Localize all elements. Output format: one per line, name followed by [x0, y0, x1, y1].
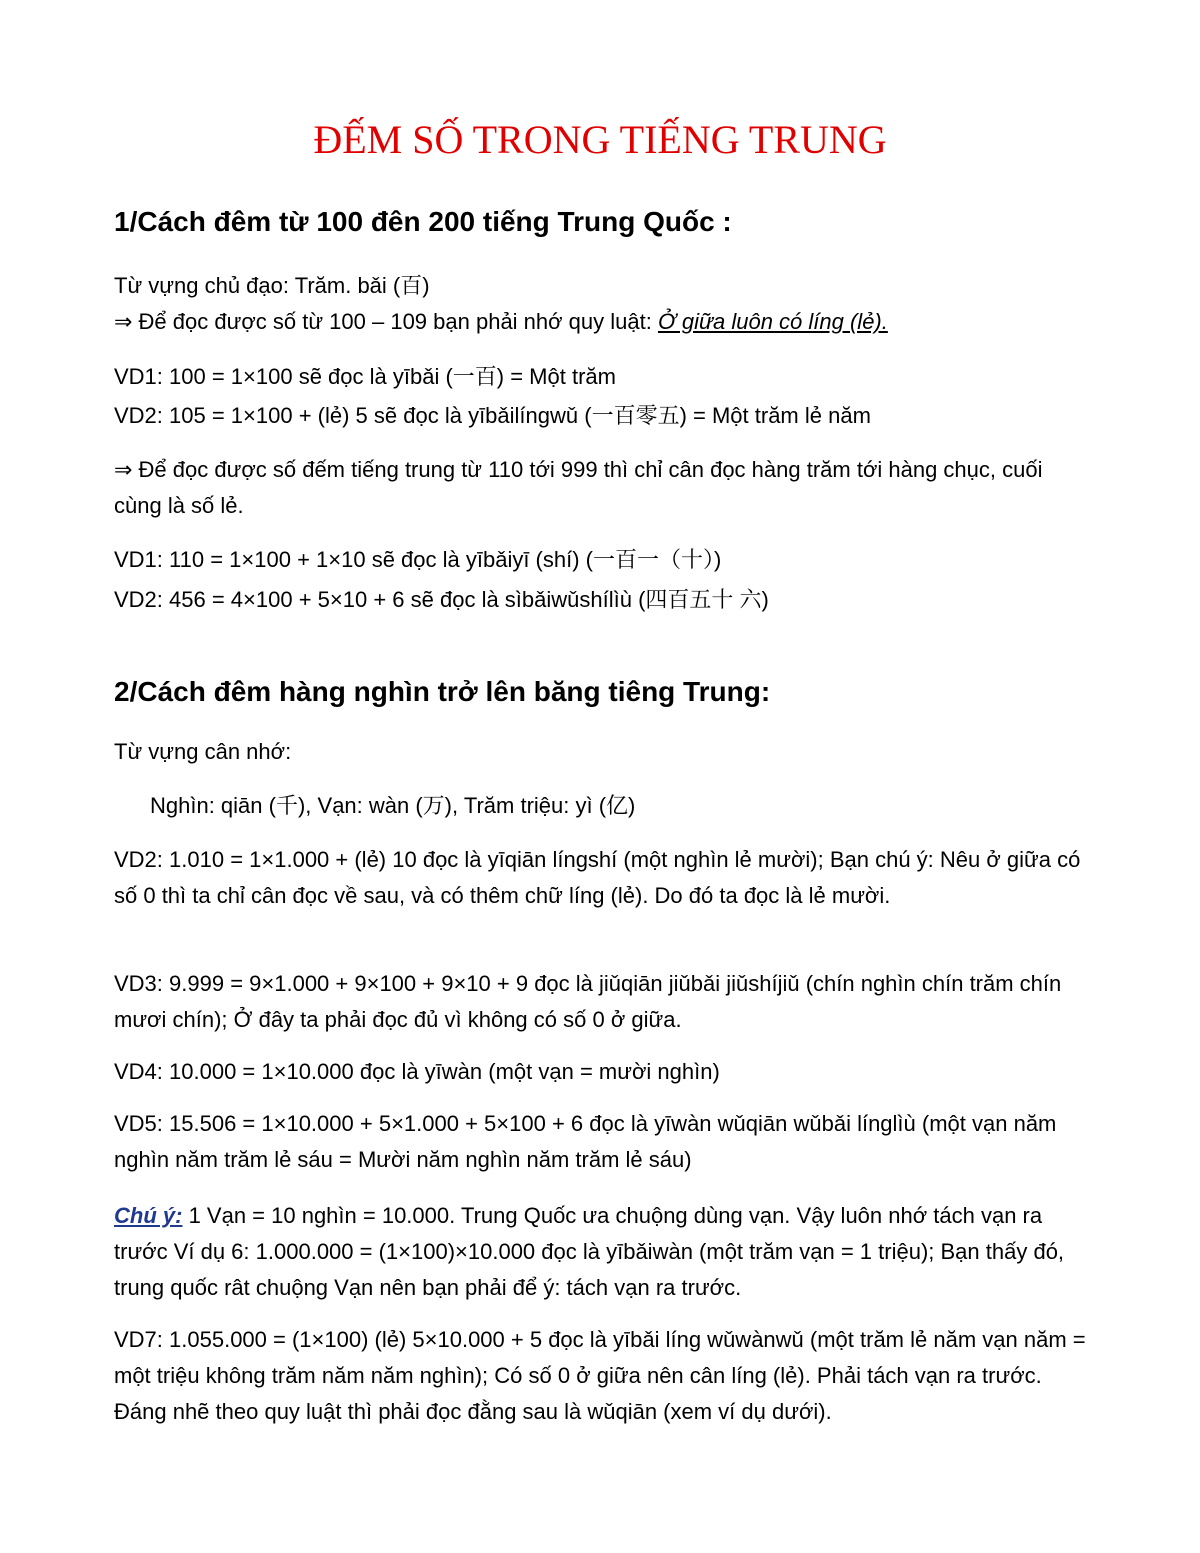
section1-heading: 1/Cách đêm từ 100 đên 200 tiếng Trung Quốc : — [114, 206, 732, 237]
s1-rule-prefix: ⇒ Để đọc được số từ 100 – 109 bạn phải nhớ quy luật: — [114, 309, 658, 334]
page-title: ĐẾM SỐ TRONG TIẾNG TRUNG — [313, 117, 887, 162]
s2-example-vd2: VD2: 1.010 = 1×1.000 + (lẻ) 10 đọc là yīqiān língshí (một nghìn lẻ mười); Bạn chú ý: Nêu ở giữa có số 0 thì ta chỉ cân đọc về sau, và có thêm chữ líng (lẻ). Do đó ta đọc là lẻ mười. — [114, 847, 1081, 908]
s1-example-1: VD1: 100 = 1×100 sẽ đọc là yībǎi (一百) = Một trăm — [114, 364, 616, 389]
s2-example-vd4: VD4: 10.000 = 1×10.000 đọc là yīwàn (một vạn = mười nghìn) — [114, 1059, 720, 1084]
section2-heading: 2/Cách đêm hàng nghìn trở lên băng tiêng Trung: — [114, 676, 771, 707]
s2-example-vd3: VD3: 9.999 = 9×1.000 + 9×100 + 9×10 + 9 đọc là jiǔqiān jiǔbǎi jiǔshíjiǔ (chín nghìn chín trăm chín mươi chín); Ở đây ta phải đọc đủ vì không có số 0 ở giữa. — [114, 971, 1062, 1032]
s1-vocab: Từ vựng chủ đạo: Trăm. bǎi (百) — [114, 273, 430, 298]
s2-note — [114, 1198, 1089, 1306]
s1-rule-emphasis: Ở giữa luôn có líng (lẻ). — [657, 309, 888, 334]
s1-rule-2: ⇒ Để đọc được số đếm tiếng trung từ 110 tới 999 thì chỉ cân đọc hàng trăm tới hàng chục, cuối cùng là số lẻ. — [114, 457, 1043, 518]
s1-example-4: VD2: 456 = 4×100 + 5×10 + 6 sẽ đọc là sìbǎiwǔshílìù (四百五十 六) — [114, 587, 769, 612]
s1-example-2: VD2: 105 = 1×100 + (lẻ) 5 sẽ đọc là yībǎilíngwǔ (一百零五) = Một trăm lẻ năm — [114, 403, 871, 428]
s1-rule — [114, 304, 1089, 340]
s1-example-3: VD1: 110 = 1×100 + 1×10 sẽ đọc là yībǎiyī (shí) (一百一（十）) — [114, 547, 722, 572]
s2-vocab-list: Nghìn: qiān (千), Vạn: wàn (万), Trăm triệu: yì (亿) — [150, 793, 636, 818]
s2-example-vd7: VD7: 1.055.000 = (1×100) (lẻ) 5×10.000 + 5 đọc là yībǎi líng wǔwànwǔ (một trăm lẻ năm vạn năm = một triệu không trăm năm năm nghìn); Có số 0 ở giữa nên cân líng (lẻ). Phải tách vạn ra trước. Đáng nhẽ theo quy luật thì phải đọc đằng sau là wǔqiān (xem ví dụ dưới). — [114, 1327, 1086, 1424]
s2-vocab-label: Từ vựng cân nhớ: — [114, 739, 292, 764]
note-text: 1 Vạn = 10 nghìn = 10.000. Trung Quốc ưa chuộng dùng vạn. Vậy luôn nhớ tách vạn ra trước Ví dụ 6: 1.000.000 = (1×100)×10.000 đọc là yībǎiwàn (một trăm vạn = 1 triệu); Bạn thấy đó, trung quốc rât chuộng Vạn nên bạn phải để ý: tách vạn ra trước. — [114, 1203, 1065, 1300]
s2-example-vd5: VD5: 15.506 = 1×10.000 + 5×1.000 + 5×100 + 6 đọc là yīwàn wǔqiān wǔbǎi línglìù (một vạn năm nghìn năm trăm lẻ sáu = Mười năm nghìn năm trăm lẻ sáu) — [114, 1111, 1057, 1172]
note-label: Chú ý: — [114, 1203, 183, 1228]
